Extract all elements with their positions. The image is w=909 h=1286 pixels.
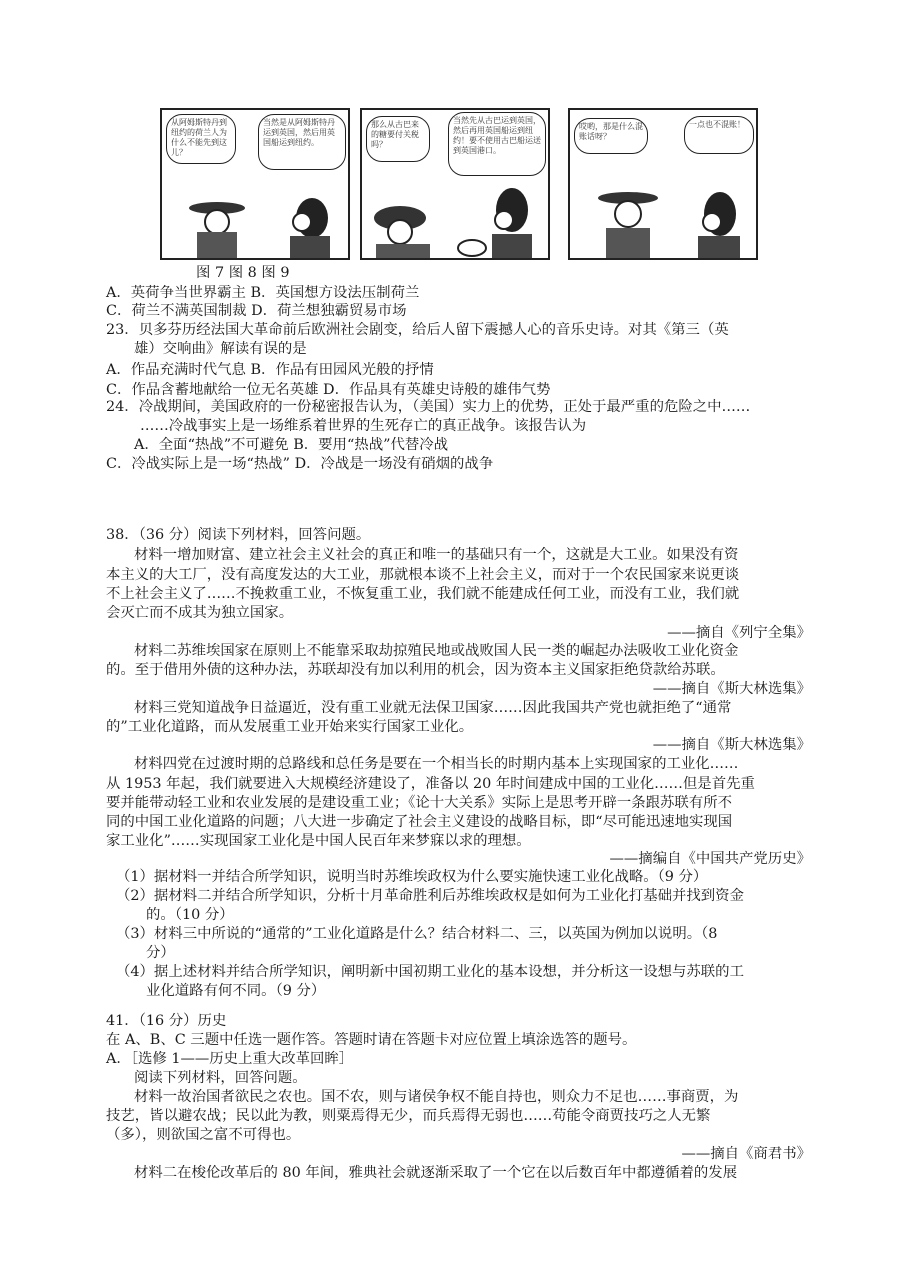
q38-subquestion-4: （4）据上述材料并结合所学知识，阐明新中国初期工业化的基本设想，并分析这一设想与苏联的工: [116, 964, 744, 980]
q23-stem-cont: 雄）交响曲》解读有误的是: [134, 341, 307, 357]
q38-material-3-source: ——摘自《斯大林选集》: [652, 737, 811, 753]
q41-instructions: 在 A、B、C 三题中任选一题作答。答题时请在答题卡对应位置上填涂选答的题号。: [106, 1032, 637, 1048]
q41-material-1-line: （多），则欲国之富不可得也。: [106, 1127, 301, 1143]
q41-section-a: A．［选修 1——历史上重大改革回眸］: [106, 1051, 354, 1067]
speech-bubble: 当然先从古巴运到英国，然后再用英国船运到纽约！要不使用古巴船运送到英国港口。: [448, 112, 546, 176]
q38-subquestion-2: （2）据材料二并结合所学知识，分析十月革命胜利后苏维埃政权是如何为工业化打基础并找到资金: [116, 888, 744, 904]
speech-bubble: 哎哟，那是什么混账话呀？: [574, 118, 648, 154]
q23-options-cd: C．作品含蓄地献给一位无名英雄 D．作品具有英雄史诗般的雄伟气势: [106, 382, 551, 398]
q38-material-1-source: ——摘自《列宁全集》: [667, 625, 811, 641]
q38-material-2-line: 的。至于借用外债的这种办法，苏联却没有加以利用的机会，因为资本主义国家拒绝贷款给苏联。: [106, 662, 725, 678]
q38-subquestion-4-cont: 业化道路有何不同。（9 分）: [146, 983, 326, 999]
q38-subquestion-3: （3）材料三中所说的“通常的”工业化道路是什么？结合材料二、三，以英国为例加以说明。（8: [116, 926, 718, 942]
q41-material-1-line: 技艺，皆以避农战；民以此为教，则粟焉得无少，而兵焉得无弱也……苟能令商贾技巧之人无繁: [106, 1108, 711, 1124]
q38-subquestion-3-cont: 分）: [146, 945, 175, 961]
q24-stem-cont: ……冷战事实上是一场维系着世界的生死存亡的真正战争。该报告认为: [140, 418, 587, 434]
q38-material-1-line: 不上社会主义了……不挽救重工业，不恢复重工业，我们就不能建成任何工业，而没有工业，我们就: [106, 586, 740, 602]
q41-material-2: 材料二在梭伦改革后的 80 年间，雅典社会就逐渐采取了一个它在以后数百年中都遵循着的发展: [134, 1165, 738, 1181]
q24-options-ab: A．全面“热战”不可避免 B．要用“热战”代替冷战: [134, 437, 449, 453]
q41-material-1-source: ——摘自《商君书》: [681, 1146, 811, 1162]
q38-material-1-line: 会灭亡而不成其为独立国家。: [106, 605, 294, 621]
q38-material-4-line: 要并能带动轻工业和农业发展的是建设重工业；《论十大关系》实际上是思考开辟一条跟苏联有所不: [106, 795, 732, 811]
speech-bubble: 从阿姆斯特丹到纽约的荷兰人为什么不能先到这儿？: [166, 114, 236, 164]
q38-material-2: 材料二苏维埃国家在原则上不能靠采取劫掠殖民地或战败国人民一类的崛起办法吸收工业化资金: [134, 643, 739, 659]
q22-options-cd: C．荷兰不满英国制裁 D．荷兰想独霸贸易市场: [106, 303, 407, 319]
q38-material-1: 材料一增加财富、建立社会主义社会的真正和唯一的基础只有一个，这就是大工业。如果没有资: [134, 547, 739, 563]
q22-options-ab: A．英荷争当世界霸主 B．英国想方设法压制荷兰: [106, 285, 420, 301]
q38-subquestion-2-cont: 的。（10 分）: [146, 907, 234, 923]
q23-stem: 23．贝多芬历经法国大革命前后欧洲社会剧变，给后人留下震撼人心的音乐史诗。对其《第三（英: [106, 322, 729, 338]
figure-caption: 图 7 图 8 图 9: [196, 265, 290, 281]
q41-read-instruction: 阅读下列材料，回答问题。: [134, 1070, 307, 1086]
q38-subquestion-1: （1）据材料一并结合所学知识，说明当时苏维埃政权为什么要实施快速工业化战略。（9 分）: [116, 869, 708, 885]
q38-material-2-source: ——摘自《斯大林选集》: [652, 681, 811, 697]
q38-material-1-line: 本主义的大工厂，没有高度发达的大工业，那就根本谈不上社会主义，而对于一个农民国家来说更谈: [106, 567, 740, 583]
q24-stem: 24．冷战期间，美国政府的一份秘密报告认为，（美国）实力上的优势，正处于最严重的危险之中……: [106, 399, 751, 415]
q38-heading: 38．（36 分）阅读下列材料，回答问题。: [106, 527, 371, 543]
cartoon-panel-3: [568, 108, 758, 260]
speech-bubble: 当然是从阿姆斯特丹运到英国，然后用英国船运到纽约。: [258, 114, 346, 170]
q38-material-4-source: ——摘编自《中国共产党历史》: [609, 851, 811, 867]
q38-material-4-line: 同的中国工业化道路的问题；八大进一步确定了社会主义建设的战略目标，即“尽可能迅速地实现国: [106, 814, 733, 830]
q38-material-4-line: 家工业化”……实现国家工业化是中国人民百年来梦寐以求的理想。: [106, 833, 531, 849]
q38-material-3: 材料三党知道战争日益逼近，没有重工业就无法保卫国家……因此我国共产党也就拒绝了“通常: [134, 700, 732, 716]
q24-options-cd: C．冷战实际上是一场“热战” D．冷战是一场没有硝烟的战争: [106, 456, 494, 472]
speech-bubble: 一点也不混账！: [684, 116, 754, 154]
cartoon-strip: [160, 108, 760, 260]
q38-material-4-line: 从 1953 年起，我们就要进入大规模经济建设了，准备以 20 年时间建成中国的工业化……但是首先重: [106, 776, 755, 792]
q41-heading: 41．（16 分）历史: [106, 1013, 227, 1029]
cartoon-panel-2: [360, 108, 550, 260]
speech-bubble: 那么从古巴来的糖要付关税吗？: [366, 116, 430, 162]
q38-material-3-line: 的”工业化道路，而从发展重工业开始来实行国家工业化。: [106, 719, 474, 735]
q41-material-1: 材料一故治国者欲民之农也。国不农，则与诸侯争权不能自持也，则众力不足也……事商贾，为: [134, 1089, 739, 1105]
q23-options-ab: A．作品充满时代气息 B．作品有田园风光般的抒情: [106, 362, 434, 378]
q38-material-4: 材料四党在过渡时期的总路线和总任务是要在一个相当长的时期内基本上实现国家的工业化……: [134, 756, 739, 772]
cartoon-panel-1: [160, 108, 350, 260]
